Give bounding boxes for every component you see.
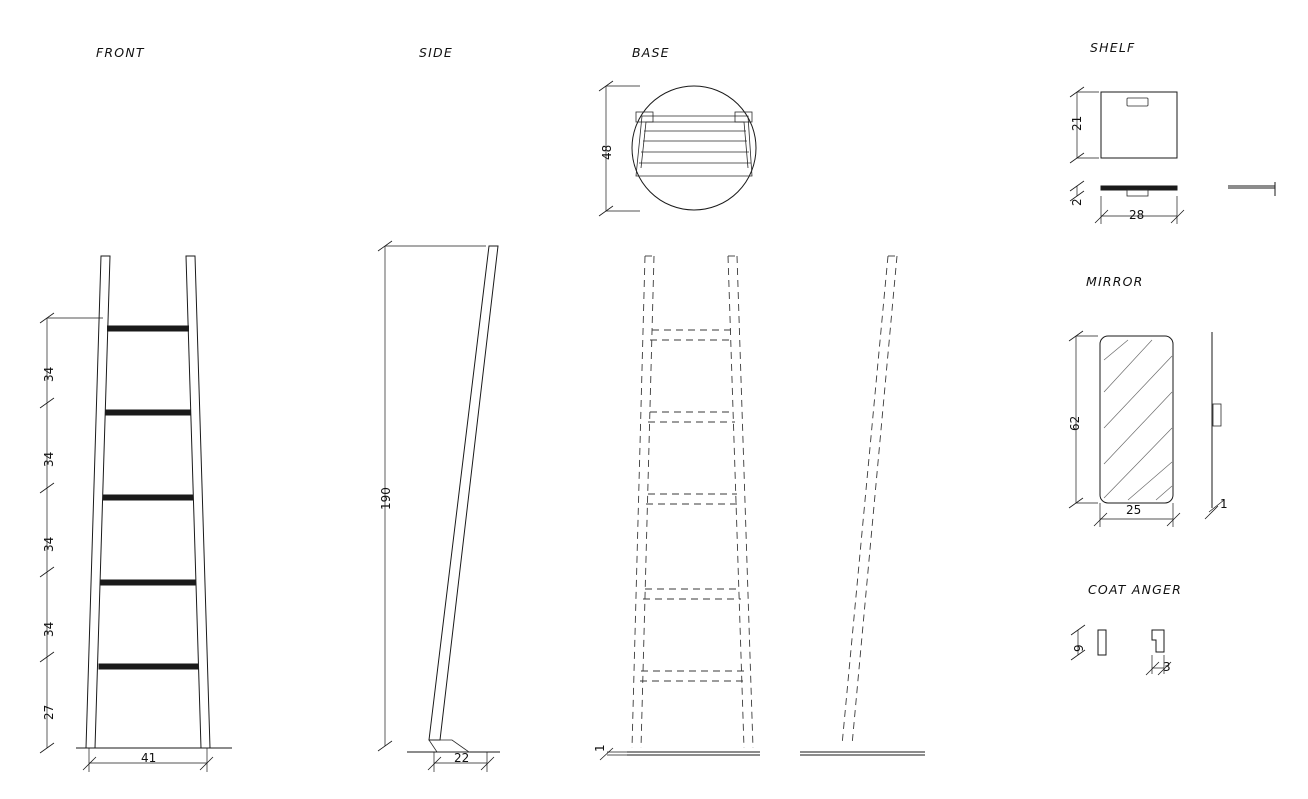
dim-coat-height: 9 <box>1072 644 1086 652</box>
view-label-front: FRONT <box>96 45 145 60</box>
dim-front-spacing-2: 34 <box>42 451 56 467</box>
dim-coat-depth: 3 <box>1163 660 1171 674</box>
view-label-mirror: MIRROR <box>1086 274 1144 289</box>
front-view-geometry <box>40 256 232 772</box>
side-view-geometry <box>378 241 500 772</box>
dim-shelf-thickness: 2 <box>1070 198 1084 206</box>
dim-front-spacing-1: 34 <box>42 366 56 382</box>
hidden-side-view-geometry <box>800 256 925 755</box>
view-label-coat: COAT ANGER <box>1088 582 1182 597</box>
dim-front-bottom: 27 <box>42 704 56 720</box>
mirror-view-geometry <box>1069 331 1224 527</box>
view-label-base: BASE <box>632 45 670 60</box>
dim-front-width: 41 <box>141 751 157 765</box>
dim-side-height: 190 <box>379 487 393 510</box>
dim-shelf-depth: 21 <box>1070 115 1084 131</box>
dim-base-diameter: 48 <box>600 144 614 160</box>
dim-front-spacing-3: 34 <box>42 536 56 552</box>
view-label-side: SIDE <box>419 45 453 60</box>
dim-base-plate-thickness: 1 <box>593 744 607 752</box>
dim-side-depth: 22 <box>454 751 470 765</box>
dim-mirror-height: 62 <box>1068 415 1082 431</box>
base-view-geometry <box>599 81 756 216</box>
dim-mirror-thickness: 1 <box>1220 497 1228 511</box>
dim-mirror-width: 25 <box>1126 503 1142 517</box>
coat-anger-view-geometry <box>1071 625 1171 675</box>
dim-shelf-width: 28 <box>1129 208 1145 222</box>
shelf-view-geometry <box>1070 87 1275 224</box>
view-label-shelf: SHELF <box>1090 40 1136 55</box>
hidden-front-view-geometry <box>600 256 760 760</box>
dim-front-spacing-4: 34 <box>42 621 56 637</box>
